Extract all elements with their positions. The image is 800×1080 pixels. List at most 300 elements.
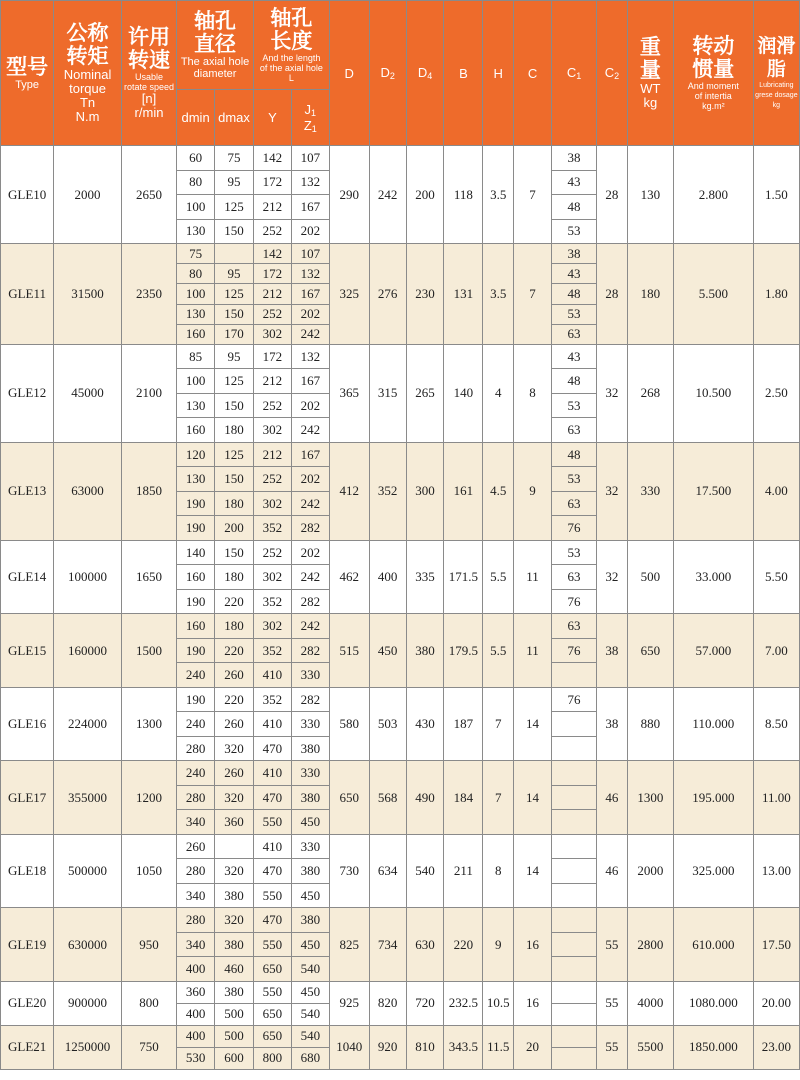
D2-value: 503 xyxy=(369,687,406,761)
length-y-value: 302 xyxy=(253,565,291,590)
length-y-value: 252 xyxy=(253,304,291,324)
length-j1z1-value: 450 xyxy=(291,810,329,835)
D-value: 1040 xyxy=(329,1025,369,1069)
dmin-value: 130 xyxy=(177,467,215,492)
rotate-speed: 1050 xyxy=(121,834,176,908)
C2-value: 38 xyxy=(597,614,628,688)
length-j1z1-value: 202 xyxy=(291,304,329,324)
inertia-value: 110.000 xyxy=(673,687,753,761)
C2-value: 28 xyxy=(597,146,628,244)
length-y-value: 470 xyxy=(253,859,291,884)
D2-value: 400 xyxy=(369,540,406,614)
length-y-value: 142 xyxy=(253,244,291,264)
H-value: 11.5 xyxy=(483,1025,514,1069)
nominal-torque: 355000 xyxy=(54,761,122,835)
table-row xyxy=(1,687,800,712)
dmin-value: 360 xyxy=(177,981,215,1003)
H-value: 7 xyxy=(483,761,514,835)
dmax-value: 320 xyxy=(215,736,254,761)
C1-value xyxy=(552,834,597,859)
dmin-value: 140 xyxy=(177,540,215,565)
length-y-value: 252 xyxy=(253,219,291,244)
table-body xyxy=(1,146,800,1070)
length-y-value: 550 xyxy=(253,883,291,908)
dmin-value: 85 xyxy=(177,344,215,369)
weight-value: 5500 xyxy=(627,1025,673,1069)
D-value: 325 xyxy=(329,244,369,345)
length-j1z1-value: 330 xyxy=(291,663,329,688)
nominal-torque: 1250000 xyxy=(54,1025,122,1069)
rotate-speed: 800 xyxy=(121,981,176,1025)
B-value: 211 xyxy=(444,834,483,908)
C-value: 16 xyxy=(514,981,552,1025)
length-j1z1-value: 330 xyxy=(291,834,329,859)
C1-value: 43 xyxy=(552,344,597,369)
model-type: GLE15 xyxy=(1,614,54,688)
dmax-value: 125 xyxy=(215,284,254,304)
C2-value: 28 xyxy=(597,244,628,345)
D4-value: 380 xyxy=(406,614,444,688)
B-value: 161 xyxy=(444,442,483,540)
C-value: 11 xyxy=(514,614,552,688)
C2-value: 32 xyxy=(597,442,628,540)
model-type: GLE12 xyxy=(1,344,54,442)
model-type: GLE19 xyxy=(1,908,54,982)
length-j1z1-value: 242 xyxy=(291,614,329,639)
C1-value: 76 xyxy=(552,589,597,614)
inertia-value: 17.500 xyxy=(673,442,753,540)
dmin-value: 340 xyxy=(177,932,215,957)
length-y-value: 410 xyxy=(253,834,291,859)
length-j1z1-value: 540 xyxy=(291,1003,329,1025)
dmin-value: 340 xyxy=(177,810,215,835)
C-value: 16 xyxy=(514,908,552,982)
D-value: 730 xyxy=(329,834,369,908)
length-j1z1-value: 242 xyxy=(291,565,329,590)
table-row xyxy=(1,244,800,264)
C1-value: 76 xyxy=(552,516,597,541)
dmin-value: 100 xyxy=(177,369,215,394)
header-J1Z1: $J_1$ $Z_1$ xyxy=(291,90,329,146)
D4-value: 540 xyxy=(406,834,444,908)
D2-value: 820 xyxy=(369,981,406,1025)
length-j1z1-value: 202 xyxy=(291,393,329,418)
length-j1z1-value: 680 xyxy=(291,1047,329,1069)
inertia-value: 1080.000 xyxy=(673,981,753,1025)
C1-value xyxy=(552,908,597,933)
B-value: 140 xyxy=(444,344,483,442)
D2-value: 352 xyxy=(369,442,406,540)
C1-value: 63 xyxy=(552,324,597,344)
dmax-value xyxy=(215,244,254,264)
dmin-value: 260 xyxy=(177,834,215,859)
dmin-value: 130 xyxy=(177,304,215,324)
length-y-value: 410 xyxy=(253,663,291,688)
B-value: 343.5 xyxy=(444,1025,483,1069)
C1-value xyxy=(552,785,597,810)
inertia-value: 2.800 xyxy=(673,146,753,244)
C1-value: 63 xyxy=(552,491,597,516)
inertia-value: 610.000 xyxy=(673,908,753,982)
dmin-value: 190 xyxy=(177,516,215,541)
D2-value: 242 xyxy=(369,146,406,244)
length-y-value: 252 xyxy=(253,540,291,565)
C-value: 14 xyxy=(514,834,552,908)
length-j1z1-value: 107 xyxy=(291,146,329,171)
length-y-value: 410 xyxy=(253,712,291,737)
dmax-value: 600 xyxy=(215,1047,254,1069)
table-row xyxy=(1,540,800,565)
dmin-value: 240 xyxy=(177,712,215,737)
D2-value: 634 xyxy=(369,834,406,908)
inertia-value: 195.000 xyxy=(673,761,753,835)
weight-value: 650 xyxy=(627,614,673,688)
length-j1z1-value: 450 xyxy=(291,932,329,957)
dmin-value: 120 xyxy=(177,442,215,467)
length-y-value: 550 xyxy=(253,810,291,835)
dmin-value: 240 xyxy=(177,761,215,786)
length-j1z1-value: 167 xyxy=(291,195,329,220)
length-y-value: 212 xyxy=(253,369,291,394)
length-y-value: 550 xyxy=(253,981,291,1003)
header-H: H xyxy=(483,1,514,146)
grease-value: 23.00 xyxy=(753,1025,799,1069)
C1-value: 48 xyxy=(552,195,597,220)
length-j1z1-value: 202 xyxy=(291,540,329,565)
header-inertia: 转动 惯量 And moment of intertia kg.m² xyxy=(673,1,753,146)
H-value: 8 xyxy=(483,834,514,908)
model-type: GLE18 xyxy=(1,834,54,908)
nominal-torque: 500000 xyxy=(54,834,122,908)
length-y-value: 302 xyxy=(253,614,291,639)
length-j1z1-value: 380 xyxy=(291,736,329,761)
dmax-value: 380 xyxy=(215,883,254,908)
D-value: 462 xyxy=(329,540,369,614)
C2-value: 46 xyxy=(597,761,628,835)
rotate-speed: 1200 xyxy=(121,761,176,835)
length-j1z1-value: 330 xyxy=(291,761,329,786)
model-type: GLE14 xyxy=(1,540,54,614)
C2-value: 55 xyxy=(597,981,628,1025)
dmax-value: 220 xyxy=(215,638,254,663)
D-value: 365 xyxy=(329,344,369,442)
inertia-value: 1850.000 xyxy=(673,1025,753,1069)
nominal-torque: 63000 xyxy=(54,442,122,540)
length-j1z1-value: 450 xyxy=(291,883,329,908)
length-j1z1-value: 167 xyxy=(291,442,329,467)
length-y-value: 252 xyxy=(253,393,291,418)
dmax-value xyxy=(215,834,254,859)
dmin-value: 530 xyxy=(177,1047,215,1069)
dmax-value: 320 xyxy=(215,785,254,810)
C-value: 14 xyxy=(514,761,552,835)
C1-value: 43 xyxy=(552,264,597,284)
dmax-value: 180 xyxy=(215,491,254,516)
C-value: 20 xyxy=(514,1025,552,1069)
dmax-value: 320 xyxy=(215,859,254,884)
dmin-value: 280 xyxy=(177,785,215,810)
C1-value: 53 xyxy=(552,304,597,324)
dmin-value: 60 xyxy=(177,146,215,171)
dmin-value: 400 xyxy=(177,1003,215,1025)
length-j1z1-value: 132 xyxy=(291,344,329,369)
length-j1z1-value: 282 xyxy=(291,687,329,712)
header-C: C xyxy=(514,1,552,146)
C1-value: 43 xyxy=(552,170,597,195)
C1-value: 53 xyxy=(552,467,597,492)
H-value: 3.5 xyxy=(483,146,514,244)
rotate-speed: 750 xyxy=(121,1025,176,1069)
D-value: 290 xyxy=(329,146,369,244)
length-j1z1-value: 380 xyxy=(291,785,329,810)
weight-value: 880 xyxy=(627,687,673,761)
H-value: 10.5 xyxy=(483,981,514,1025)
dmax-value: 75 xyxy=(215,146,254,171)
length-j1z1-value: 167 xyxy=(291,369,329,394)
dmin-value: 190 xyxy=(177,589,215,614)
D2-value: 276 xyxy=(369,244,406,345)
length-y-value: 470 xyxy=(253,908,291,933)
length-j1z1-value: 540 xyxy=(291,957,329,982)
B-value: 184 xyxy=(444,761,483,835)
inertia-value: 10.500 xyxy=(673,344,753,442)
dmax-value: 150 xyxy=(215,393,254,418)
C2-value: 38 xyxy=(597,687,628,761)
C1-value xyxy=(552,932,597,957)
length-y-value: 800 xyxy=(253,1047,291,1069)
inertia-value: 325.000 xyxy=(673,834,753,908)
dmax-value: 150 xyxy=(215,304,254,324)
D2-value: 315 xyxy=(369,344,406,442)
C1-value: 53 xyxy=(552,219,597,244)
weight-value: 268 xyxy=(627,344,673,442)
dmin-value: 280 xyxy=(177,736,215,761)
grease-value: 4.00 xyxy=(753,442,799,540)
dmin-value: 160 xyxy=(177,418,215,443)
dmax-value: 500 xyxy=(215,1003,254,1025)
weight-value: 2800 xyxy=(627,908,673,982)
C1-value: 76 xyxy=(552,687,597,712)
length-y-value: 410 xyxy=(253,761,291,786)
dmax-value: 125 xyxy=(215,195,254,220)
length-y-value: 470 xyxy=(253,736,291,761)
C1-value: 63 xyxy=(552,614,597,639)
dmax-value: 95 xyxy=(215,264,254,284)
grease-value: 11.00 xyxy=(753,761,799,835)
nominal-torque: 45000 xyxy=(54,344,122,442)
dmax-value: 180 xyxy=(215,565,254,590)
dmin-value: 160 xyxy=(177,565,215,590)
length-j1z1-value: 282 xyxy=(291,516,329,541)
length-j1z1-value: 380 xyxy=(291,908,329,933)
length-j1z1-value: 202 xyxy=(291,467,329,492)
C-value: 8 xyxy=(514,344,552,442)
length-y-value: 470 xyxy=(253,785,291,810)
C1-value xyxy=(552,957,597,982)
dmax-value: 260 xyxy=(215,712,254,737)
dmax-value: 460 xyxy=(215,957,254,982)
D4-value: 810 xyxy=(406,1025,444,1069)
header-weight: 重量 WT kg xyxy=(627,1,673,146)
length-j1z1-value: 167 xyxy=(291,284,329,304)
C1-value: 38 xyxy=(552,244,597,264)
B-value: 131 xyxy=(444,244,483,345)
dmax-value: 125 xyxy=(215,442,254,467)
length-y-value: 550 xyxy=(253,932,291,957)
D4-value: 230 xyxy=(406,244,444,345)
table-row xyxy=(1,442,800,467)
model-type: GLE21 xyxy=(1,1025,54,1069)
C1-value: 48 xyxy=(552,369,597,394)
table-row xyxy=(1,614,800,639)
rotate-speed: 1850 xyxy=(121,442,176,540)
length-y-value: 302 xyxy=(253,324,291,344)
dmin-value: 280 xyxy=(177,908,215,933)
grease-value: 20.00 xyxy=(753,981,799,1025)
length-j1z1-value: 330 xyxy=(291,712,329,737)
length-j1z1-value: 242 xyxy=(291,324,329,344)
length-y-value: 172 xyxy=(253,344,291,369)
table-row xyxy=(1,761,800,786)
header-length: 轴孔 长度 And the length of the axial hole L xyxy=(253,1,329,90)
weight-value: 130 xyxy=(627,146,673,244)
header-Y: Y xyxy=(253,90,291,146)
D4-value: 720 xyxy=(406,981,444,1025)
B-value: 187 xyxy=(444,687,483,761)
model-type: GLE13 xyxy=(1,442,54,540)
dmax-value: 320 xyxy=(215,908,254,933)
header-grease: 润滑 脂 Lubricating grese dosage kg xyxy=(753,1,799,146)
dmin-value: 240 xyxy=(177,663,215,688)
D-value: 825 xyxy=(329,908,369,982)
dmin-value: 190 xyxy=(177,687,215,712)
D-value: 515 xyxy=(329,614,369,688)
grease-value: 8.50 xyxy=(753,687,799,761)
D4-value: 630 xyxy=(406,908,444,982)
C1-value: 63 xyxy=(552,418,597,443)
inertia-value: 57.000 xyxy=(673,614,753,688)
length-y-value: 252 xyxy=(253,467,291,492)
header-D2: $D_2$ xyxy=(369,1,406,146)
header-torque: 公称 转矩 Nominal torque Tn N.m xyxy=(54,1,122,146)
length-j1z1-value: 202 xyxy=(291,219,329,244)
rotate-speed: 2100 xyxy=(121,344,176,442)
C2-value: 55 xyxy=(597,1025,628,1069)
grease-value: 2.50 xyxy=(753,344,799,442)
nominal-torque: 224000 xyxy=(54,687,122,761)
grease-value: 1.80 xyxy=(753,244,799,345)
D4-value: 200 xyxy=(406,146,444,244)
table-row xyxy=(1,834,800,859)
header-D4: $D_4$ xyxy=(406,1,444,146)
D2-value: 568 xyxy=(369,761,406,835)
length-y-value: 142 xyxy=(253,146,291,171)
C1-value xyxy=(552,761,597,786)
dmax-value: 180 xyxy=(215,418,254,443)
model-type: GLE16 xyxy=(1,687,54,761)
C1-value xyxy=(552,1003,597,1025)
dmax-value: 170 xyxy=(215,324,254,344)
C1-value: 63 xyxy=(552,565,597,590)
length-y-value: 650 xyxy=(253,1025,291,1047)
H-value: 4 xyxy=(483,344,514,442)
dmax-value: 125 xyxy=(215,369,254,394)
header-type: 型号 Type xyxy=(1,1,54,146)
nominal-torque: 2000 xyxy=(54,146,122,244)
H-value: 3.5 xyxy=(483,244,514,345)
dmin-value: 100 xyxy=(177,195,215,220)
length-y-value: 212 xyxy=(253,442,291,467)
B-value: 232.5 xyxy=(444,981,483,1025)
D-value: 412 xyxy=(329,442,369,540)
C1-value: 53 xyxy=(552,540,597,565)
nominal-torque: 31500 xyxy=(54,244,122,345)
weight-value: 2000 xyxy=(627,834,673,908)
dmin-value: 340 xyxy=(177,883,215,908)
length-y-value: 172 xyxy=(253,170,291,195)
C-value: 14 xyxy=(514,687,552,761)
weight-value: 180 xyxy=(627,244,673,345)
length-j1z1-value: 450 xyxy=(291,981,329,1003)
C1-value xyxy=(552,736,597,761)
dmax-value: 380 xyxy=(215,981,254,1003)
rotate-speed: 1650 xyxy=(121,540,176,614)
dmin-value: 130 xyxy=(177,393,215,418)
nominal-torque: 630000 xyxy=(54,908,122,982)
length-y-value: 302 xyxy=(253,418,291,443)
C1-value: 48 xyxy=(552,284,597,304)
dmin-value: 190 xyxy=(177,638,215,663)
model-type: GLE20 xyxy=(1,981,54,1025)
C1-value: 38 xyxy=(552,146,597,171)
model-type: GLE10 xyxy=(1,146,54,244)
length-y-value: 352 xyxy=(253,687,291,712)
H-value: 7 xyxy=(483,687,514,761)
length-y-value: 172 xyxy=(253,264,291,284)
rotate-speed: 2350 xyxy=(121,244,176,345)
D4-value: 335 xyxy=(406,540,444,614)
C2-value: 32 xyxy=(597,344,628,442)
length-y-value: 212 xyxy=(253,284,291,304)
C1-value xyxy=(552,1025,597,1047)
nominal-torque: 900000 xyxy=(54,981,122,1025)
rotate-speed: 2650 xyxy=(121,146,176,244)
header-D: D xyxy=(329,1,369,146)
B-value: 220 xyxy=(444,908,483,982)
dmax-value: 220 xyxy=(215,589,254,614)
C1-value: 53 xyxy=(552,393,597,418)
C1-value xyxy=(552,663,597,688)
C1-value xyxy=(552,810,597,835)
length-j1z1-value: 132 xyxy=(291,264,329,284)
C1-value xyxy=(552,883,597,908)
weight-value: 500 xyxy=(627,540,673,614)
length-j1z1-value: 242 xyxy=(291,491,329,516)
dmin-value: 130 xyxy=(177,219,215,244)
C-value: 9 xyxy=(514,442,552,540)
grease-value: 13.00 xyxy=(753,834,799,908)
D2-value: 450 xyxy=(369,614,406,688)
C2-value: 46 xyxy=(597,834,628,908)
header-C2: $C_2$ xyxy=(597,1,628,146)
D4-value: 490 xyxy=(406,761,444,835)
C2-value: 32 xyxy=(597,540,628,614)
model-type: GLE17 xyxy=(1,761,54,835)
table-row xyxy=(1,981,800,1003)
table-row xyxy=(1,146,800,171)
length-y-value: 650 xyxy=(253,957,291,982)
dmax-value: 95 xyxy=(215,170,254,195)
